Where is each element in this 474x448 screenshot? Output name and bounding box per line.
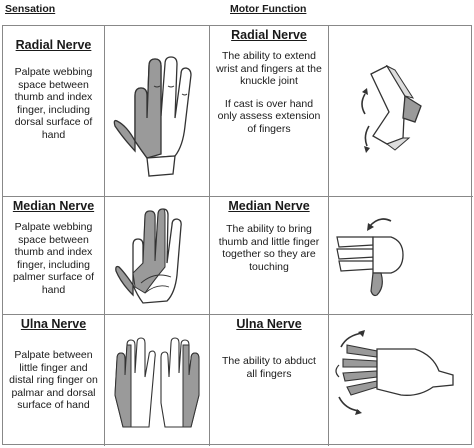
ulna-sensation-title: Ulna Nerve xyxy=(20,317,87,331)
median-sensation-image-cell xyxy=(105,197,210,315)
radial-sensation-desc: Palpate webbing space between thumb and index finger, including dorsal surface of hand xyxy=(14,66,93,141)
finger-abduction-icon xyxy=(329,315,472,445)
ulna-sensation-desc: Palpate between little finger and distal ring finger on palmar and dorsal surface of hand xyxy=(9,349,98,411)
median-sensation-desc: Palpate webbing space between thumb and index finger, including palmer surface of hand xyxy=(12,221,95,296)
median-motor-title: Median Nerve xyxy=(228,199,310,213)
ulna-motor-desc: The ability to abduct all fingers xyxy=(222,355,316,380)
median-sensation-cell xyxy=(3,197,105,315)
ulna-motor-cell xyxy=(210,315,329,446)
hands-ulnar-icon xyxy=(105,315,209,445)
ulna-motor-title: Ulna Nerve xyxy=(236,317,302,331)
motor-function-header: Motor Function xyxy=(230,3,307,15)
radial-motor-cell xyxy=(210,26,329,197)
radial-motor-title: Radial Nerve xyxy=(231,28,307,42)
hand-dorsal-radial-icon xyxy=(105,26,209,196)
median-motor-desc: The ability to bring thumb and little finger together so they are touching xyxy=(218,223,320,273)
median-motor-image-cell xyxy=(329,197,473,315)
thumb-opposition-icon xyxy=(329,197,472,314)
ulna-sensation-cell xyxy=(3,315,105,446)
ulna-motor-image-cell xyxy=(329,315,473,446)
radial-sensation-image-cell xyxy=(105,26,210,197)
radial-motor-note: If cast is over hand only assess extension of fingers xyxy=(217,97,321,135)
hand-palmar-median-icon xyxy=(105,197,209,314)
ulna-sensation-image-cell xyxy=(105,315,210,446)
wrist-extension-icon xyxy=(329,26,472,196)
radial-sensation-title: Radial Nerve xyxy=(15,38,92,52)
median-motor-cell xyxy=(210,197,329,315)
radial-motor-image-cell xyxy=(329,26,473,197)
radial-sensation-cell xyxy=(3,26,105,197)
median-sensation-title: Median Nerve xyxy=(12,199,95,213)
nerve-assessment-table xyxy=(2,25,472,445)
radial-motor-desc: The ability to extend wrist and fingers at the knuckle joint xyxy=(216,50,322,87)
sensation-header: Sensation xyxy=(5,3,56,15)
